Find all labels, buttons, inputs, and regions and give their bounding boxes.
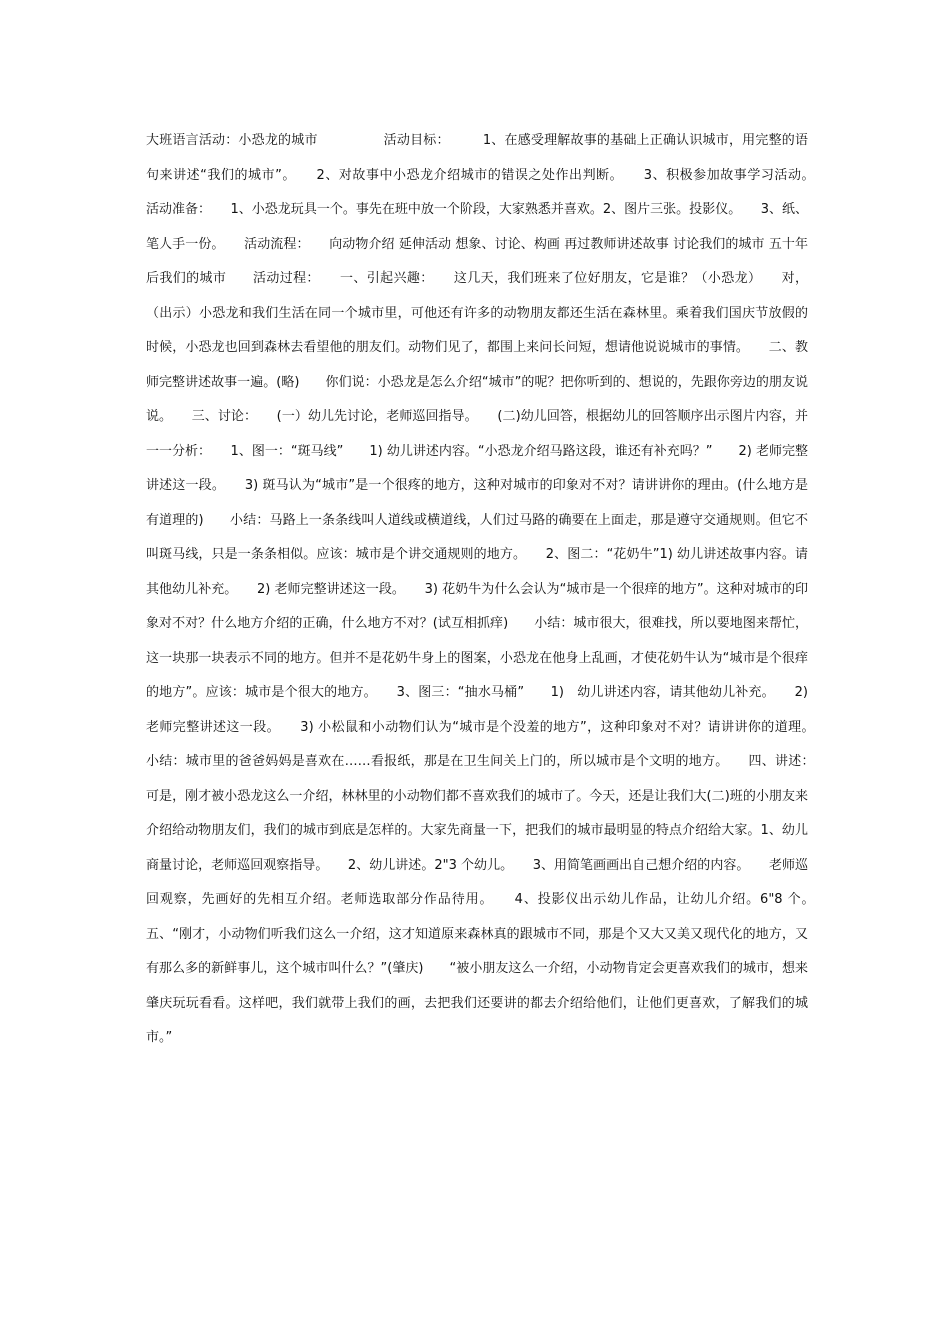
lesson-plan-text: 大班语言活动：小恐龙的城市 活动目标： 1、在感受理解故事的基础上正确认识城市，用完整的语句来讲述“我们的城市”。 2、对故事中小恐龙介绍城市的错误之处作出判断。 3、积极参加故事学习活动。 活动准备： 1、小恐龙玩具一个。事先在班中放一个阶段，大家熟悉并喜欢。2、图片三张。投影仪。 3、纸、笔人手一份。 活动流程： 向动物介绍 延伸活动 想象、讨论、构画 再过教师讲述故事 讨论我们的城市 五十年后我们的城市 活动过程： 一、引起兴趣： 这几天，我们班来了位好朋友，它是谁？（小恐龙） 对，（出示）小恐龙和我们生活在同一个城市里，可他还有许多的动物朋友都还生活在森林里。乘着我们国庆节放假的时候，小恐龙也回到森林去看望他的朋友们。动物们见了，都围上来问长问短，想请他说说城市的事情。 二、教师完整讲述故事一遍。(略) 你们说：小恐龙是怎么介绍“城市”的呢？把你听到的、想说的，先跟你旁边的朋友说说。 三、讨论： (一）幼儿先讨论，老师巡回指导。 (二)幼儿回答，根据幼儿的回答顺序出示图片内容，并一一分析： 1、图一：“斑马线” 1) 幼儿讲述内容。“小恐龙介绍马路这段，谁还有补充吗？” 2) 老师完整讲述这一段。 3) 斑马认为“城市”是一个很疼的地方，这种对城市的印象对不对？请讲讲你的理由。(什么地方是有道理的) 小结：马路上一条条线叫人道线或横道线，人们过马路的确要在上面走，那是遵守交通规则。但它不叫斑马线，只是一条条相似。应该：城市是个讲交通规则的地方。 2、图二：“花奶牛”1) 幼儿讲述故事内容。请其他幼儿补充。 2) 老师完整讲述这一段。 3) 花奶牛为什么会认为“城市是一个很痒的地方”。这种对城市的印象对不对？什么地方介绍的正确，什么地方不对？(试互相抓痒) 小结：城市很大，很难找，所以要地图来帮忙，这一块那一块表示不同的地方。但并不是花奶牛身上的图案，小恐龙在他身上乱画，才使花奶牛认为“城市是个很痒的地方”。应该：城市是个很大的地方。 3、图三：“抽水马桶” 1) 幼儿讲述内容，请其他幼儿补充。 2) 老师完整讲述这一段。 3) 小松鼠和小动物们认为“城市是个没羞的地方”，这种印象对不对？请讲讲你的道理。 小结：城市里的爸爸妈妈是喜欢在……看报纸，那是在卫生间关上门的，所以城市是个文明的地方。 四、讲述： 可是，刚才被小恐龙这么一介绍，林林里的小动物们都不喜欢我们的城市了。今天，还是让我们大(二)班的小朋友来介绍给动物朋友们，我们的城市到底是怎样的。大家先商量一下，把我们的城市最明显的特点介绍给大家。1、幼儿商量讨论，老师巡回观察指导。 2、幼儿讲述。2"3 个幼儿。 3、用简笔画画出自己想介绍的内容。 老师巡回观察，先画好的先相互介绍。老师选取部分作品待用。 4、投影仪出示幼儿作品，让幼儿介绍。6"8 个。 五、“刚才，小动物们听我们这么一介绍，这才知道原来森林真的跟城市不同，那是个又大又美又现代化的地方，又有那么多的新鲜事儿，这个城市叫什么？”(肇庆) “被小朋友这么一介绍，小动物肯定会更喜欢我们的城市，想来肇庆玩玩看看。这样吧，我们就带上我们的画，去把我们还要讲的都去介绍给他们，让他们更喜欢，了解我们的城市。” [146, 133, 835, 1045]
